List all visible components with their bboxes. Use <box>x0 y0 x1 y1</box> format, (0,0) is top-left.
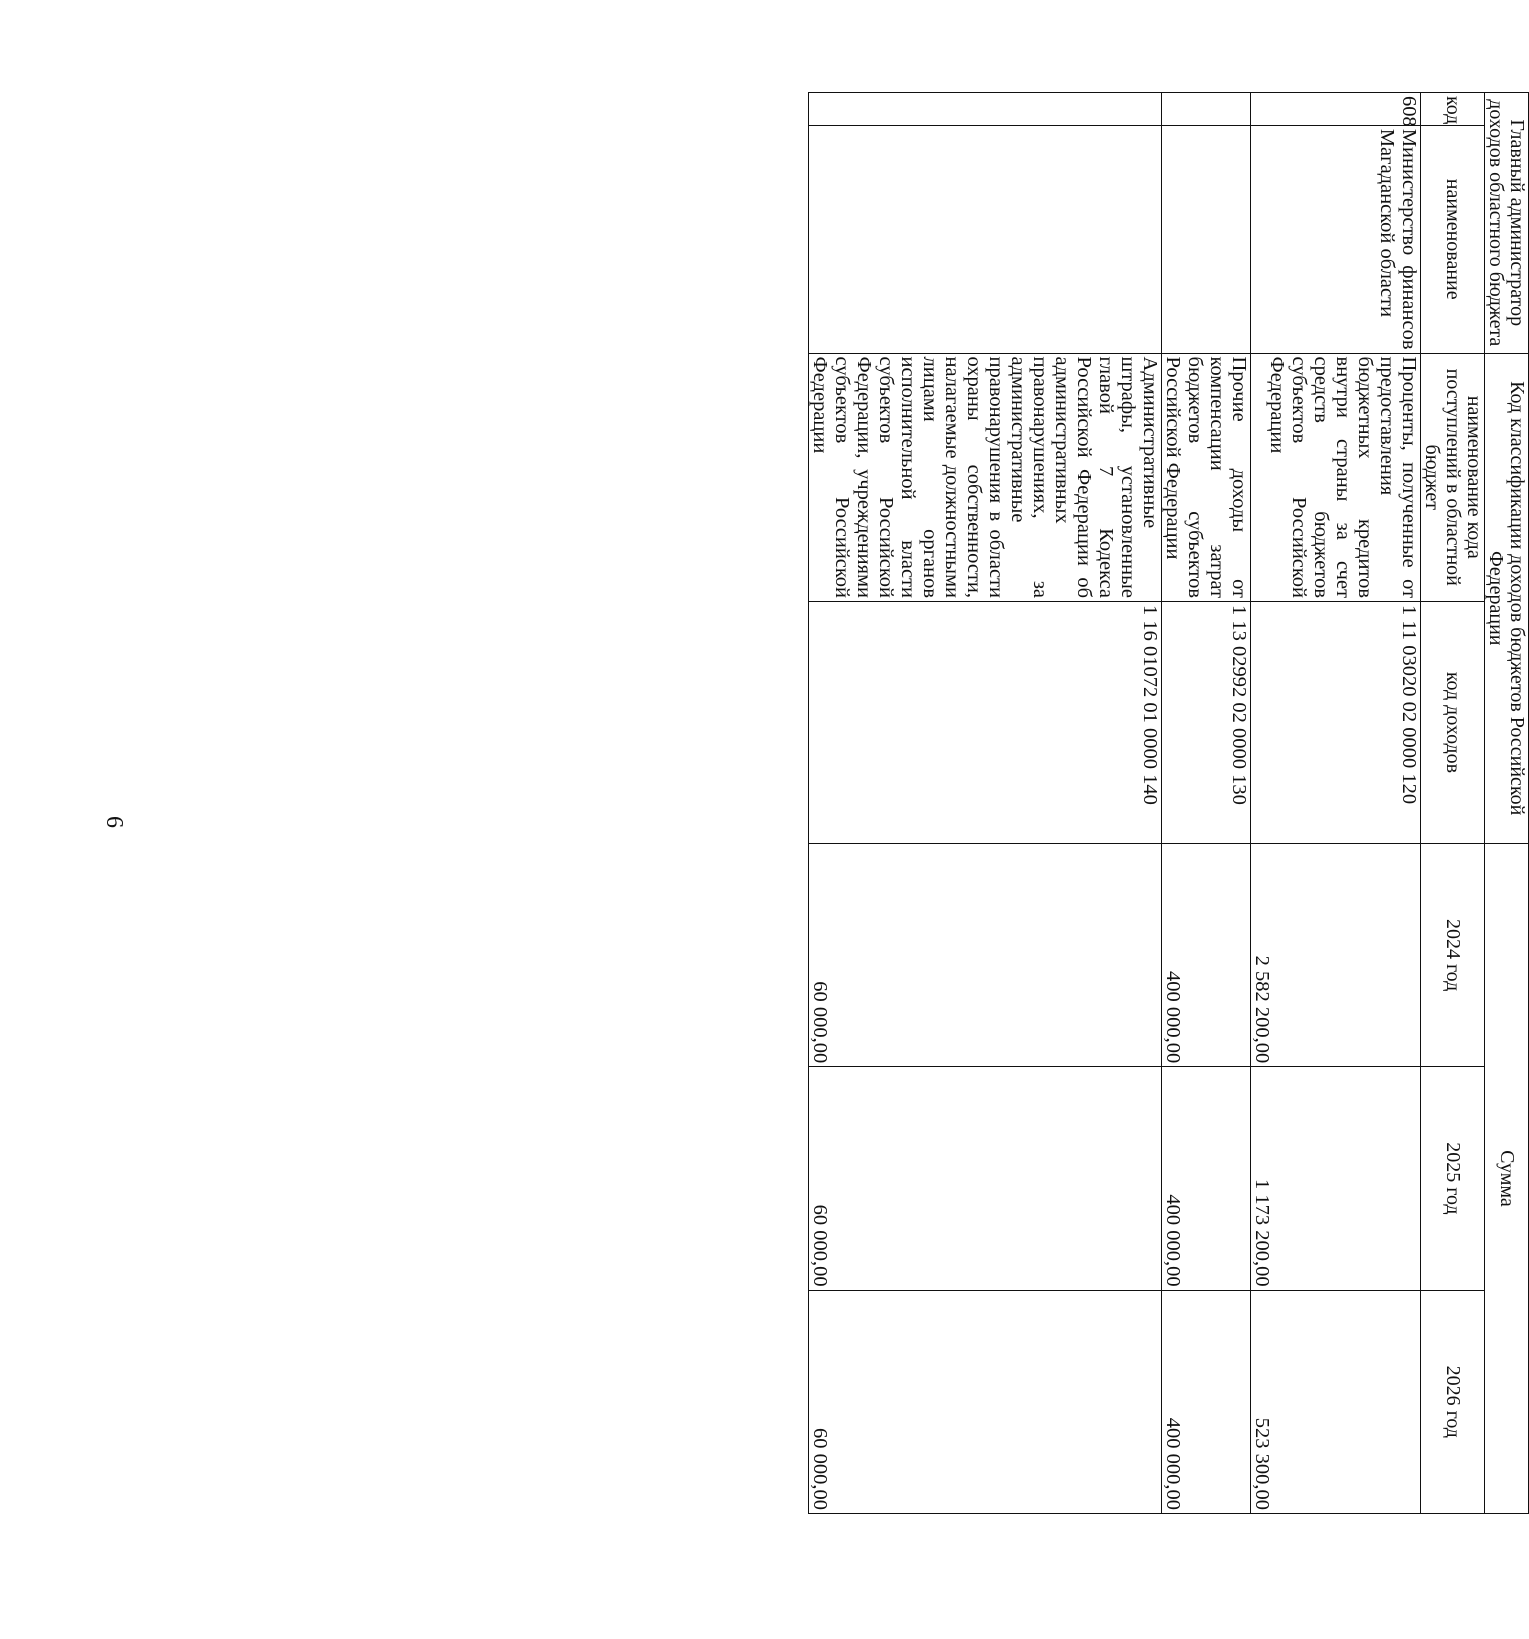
income-code-cell: 1 16 01072 01 0000 140 <box>809 602 1162 844</box>
income-code-cell: 1 11 03020 02 0000 120 <box>1251 602 1421 844</box>
sum-2025-cell: 60 000,00 <box>809 1067 1162 1290</box>
header-col-income-code: код доходов <box>1421 602 1485 844</box>
header-col-name: наименование <box>1421 125 1485 353</box>
admin-name-cell <box>1162 125 1251 353</box>
sum-2025-cell: 1 173 200,00 <box>1251 1067 1421 1290</box>
revenue-table <box>808 92 1529 1514</box>
header-sum-group: Сумма <box>1485 843 1529 1513</box>
header-col-code: код <box>1421 93 1485 126</box>
income-name-cell: Административные штрафы, установленные главой 7 Кодекса Российской Федерации об административных правонарушениях, за административные правонарушения в области охраны собственности, налагаемые должностными лицами органов исполнительной власти субъектов Российской Федерации, учреждениями субъектов Российской Федерации <box>809 353 1162 602</box>
sum-2024-cell: 400 000,00 <box>1162 843 1251 1066</box>
sum-2024-cell: 2 582 200,00 <box>1251 843 1421 1066</box>
header-admin-group: Главный администратор доходов областного бюджета <box>1485 93 1529 354</box>
sum-2026-cell: 523 300,00 <box>1251 1290 1421 1513</box>
header-col-income-name: наименование кода поступлений в областной бюджет <box>1421 353 1485 602</box>
sum-2026-cell: 400 000,00 <box>1162 1290 1251 1513</box>
revenue-table-container <box>809 92 1529 1514</box>
admin-name-cell <box>809 125 1162 353</box>
admin-code-cell: 608 <box>1251 93 1421 126</box>
table-row <box>1251 93 1421 1514</box>
header-col-2025: 2025 год <box>1421 1067 1485 1290</box>
income-name-cell: Прочие доходы от компенсации затрат бюджетов субъектов Российской Федерации <box>1162 353 1251 602</box>
sum-2025-cell: 400 000,00 <box>1162 1067 1251 1290</box>
income-name-cell: Проценты, полученные от предоставления бюджетных кредитов внутри страны за счет средств бюджетов субъектов Российской Федерации <box>1251 353 1421 602</box>
table-row <box>809 93 1162 1514</box>
admin-name-cell: Министерство финансов Магаданской области <box>1251 125 1421 353</box>
sum-2026-cell: 60 000,00 <box>809 1290 1162 1513</box>
admin-code-cell <box>809 93 1162 126</box>
table-row <box>1162 93 1251 1514</box>
page-number: 6 <box>101 816 127 828</box>
income-code-cell: 1 13 02992 02 0000 130 <box>1162 602 1251 844</box>
sum-2024-cell: 60 000,00 <box>809 843 1162 1066</box>
header-classification-group: Код классификации доходов бюджетов Российской Федерации <box>1485 353 1529 843</box>
header-col-2026: 2026 год <box>1421 1290 1485 1513</box>
admin-code-cell <box>1162 93 1251 126</box>
header-col-2024: 2024 год <box>1421 843 1485 1066</box>
